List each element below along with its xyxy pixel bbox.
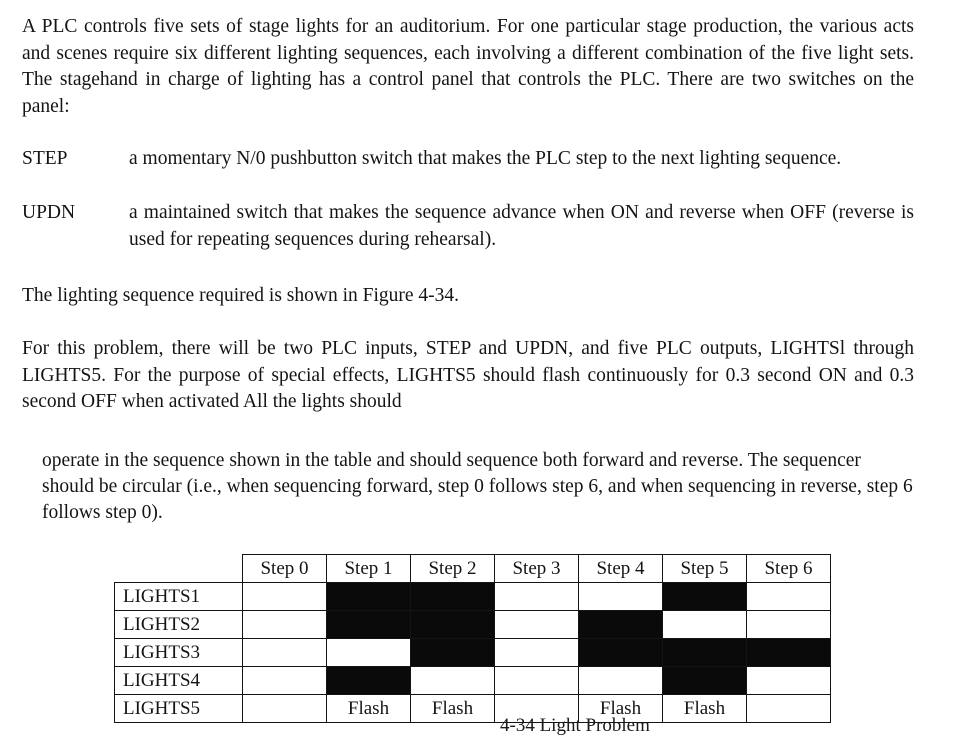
cell-flash: Flash [663, 695, 747, 723]
cell-on [579, 639, 663, 667]
cell-on [411, 583, 495, 611]
table-row [115, 611, 831, 639]
cell-off [495, 583, 579, 611]
row-label-lights1: LIGHTS1 [115, 583, 243, 611]
cell-off [495, 639, 579, 667]
figure-reference-paragraph: The lighting sequence required is shown in Figure 4-34. [22, 285, 460, 306]
column-header-step-0: Step 0 [243, 555, 327, 583]
cell-on [327, 667, 411, 695]
continuation-paragraph: operate in the sequence shown in the table and should sequence both forward and reverse. The sequencer should be circular (i.e., when sequencing forward, step 0 follows step 6, and when sequencing in reverse, step 6 follows step 0). [42, 450, 913, 523]
cell-off [663, 611, 747, 639]
column-header-step-1: Step 1 [327, 555, 411, 583]
table-corner-cell [115, 555, 243, 583]
cell-off [327, 639, 411, 667]
cell-off [747, 583, 831, 611]
cell-on [663, 583, 747, 611]
row-label-lights5: LIGHTS5 [115, 695, 243, 723]
cell-off [579, 583, 663, 611]
cell-off [243, 667, 327, 695]
cell-off [411, 667, 495, 695]
table-row [115, 667, 831, 695]
cell-off [495, 611, 579, 639]
table-row [115, 695, 831, 723]
column-header-step-5: Step 5 [663, 555, 747, 583]
switch-term-step: STEP [22, 148, 68, 169]
cell-off [747, 695, 831, 723]
cell-flash: Flash [411, 695, 495, 723]
cell-off [243, 639, 327, 667]
cell-on [579, 611, 663, 639]
cell-off [579, 667, 663, 695]
column-header-step-2: Step 2 [411, 555, 495, 583]
table-row [115, 583, 831, 611]
switch-description-updn: a maintained switch that makes the sequence advance when ON and reverse when OFF (reverse is used for repeating sequences during rehearsal). [129, 202, 914, 250]
cell-on [327, 611, 411, 639]
table-header-row [115, 555, 831, 583]
row-label-lights4: LIGHTS4 [115, 667, 243, 695]
cell-on [327, 583, 411, 611]
switch-description-step: a momentary N/0 pushbutton switch that makes the PLC step to the next lighting sequence. [129, 148, 842, 169]
cell-on [663, 639, 747, 667]
figure-caption-cutoff: 4-34 Light Problem [500, 715, 650, 736]
switch-term-updn: UPDN [22, 202, 76, 223]
cell-flash: Flash [327, 695, 411, 723]
cell-off [747, 667, 831, 695]
row-label-lights3: LIGHTS3 [115, 639, 243, 667]
cell-off [243, 611, 327, 639]
cell-off [495, 667, 579, 695]
io-paragraph: For this problem, there will be two PLC inputs, STEP and UPDN, and five PLC outputs, LIGHTSl through LIGHTS5. For the purpose of special effects, LIGHTS5 should flash continuously for 0.3 second ON and 0.3 second OFF when activated All the lights should [22, 338, 914, 412]
cell-off [243, 583, 327, 611]
table-row [115, 639, 831, 667]
column-header-step-4: Step 4 [579, 555, 663, 583]
column-header-step-3: Step 3 [495, 555, 579, 583]
cell-off [747, 611, 831, 639]
cell-on [411, 639, 495, 667]
cell-flash: Flash [579, 695, 663, 723]
row-label-lights2: LIGHTS2 [115, 611, 243, 639]
intro-paragraph: A PLC controls five sets of stage lights for an auditorium. For one particular stage production, the various acts and scenes require six different lighting sequences, each involving a different combination of the five light sets. The stagehand in charge of lighting has a control panel that controls the PLC. There are two switches on the panel: [22, 16, 914, 117]
cell-on [747, 639, 831, 667]
column-header-step-6: Step 6 [747, 555, 831, 583]
cell-on [411, 611, 495, 639]
cell-off [243, 695, 327, 723]
cell-on [663, 667, 747, 695]
